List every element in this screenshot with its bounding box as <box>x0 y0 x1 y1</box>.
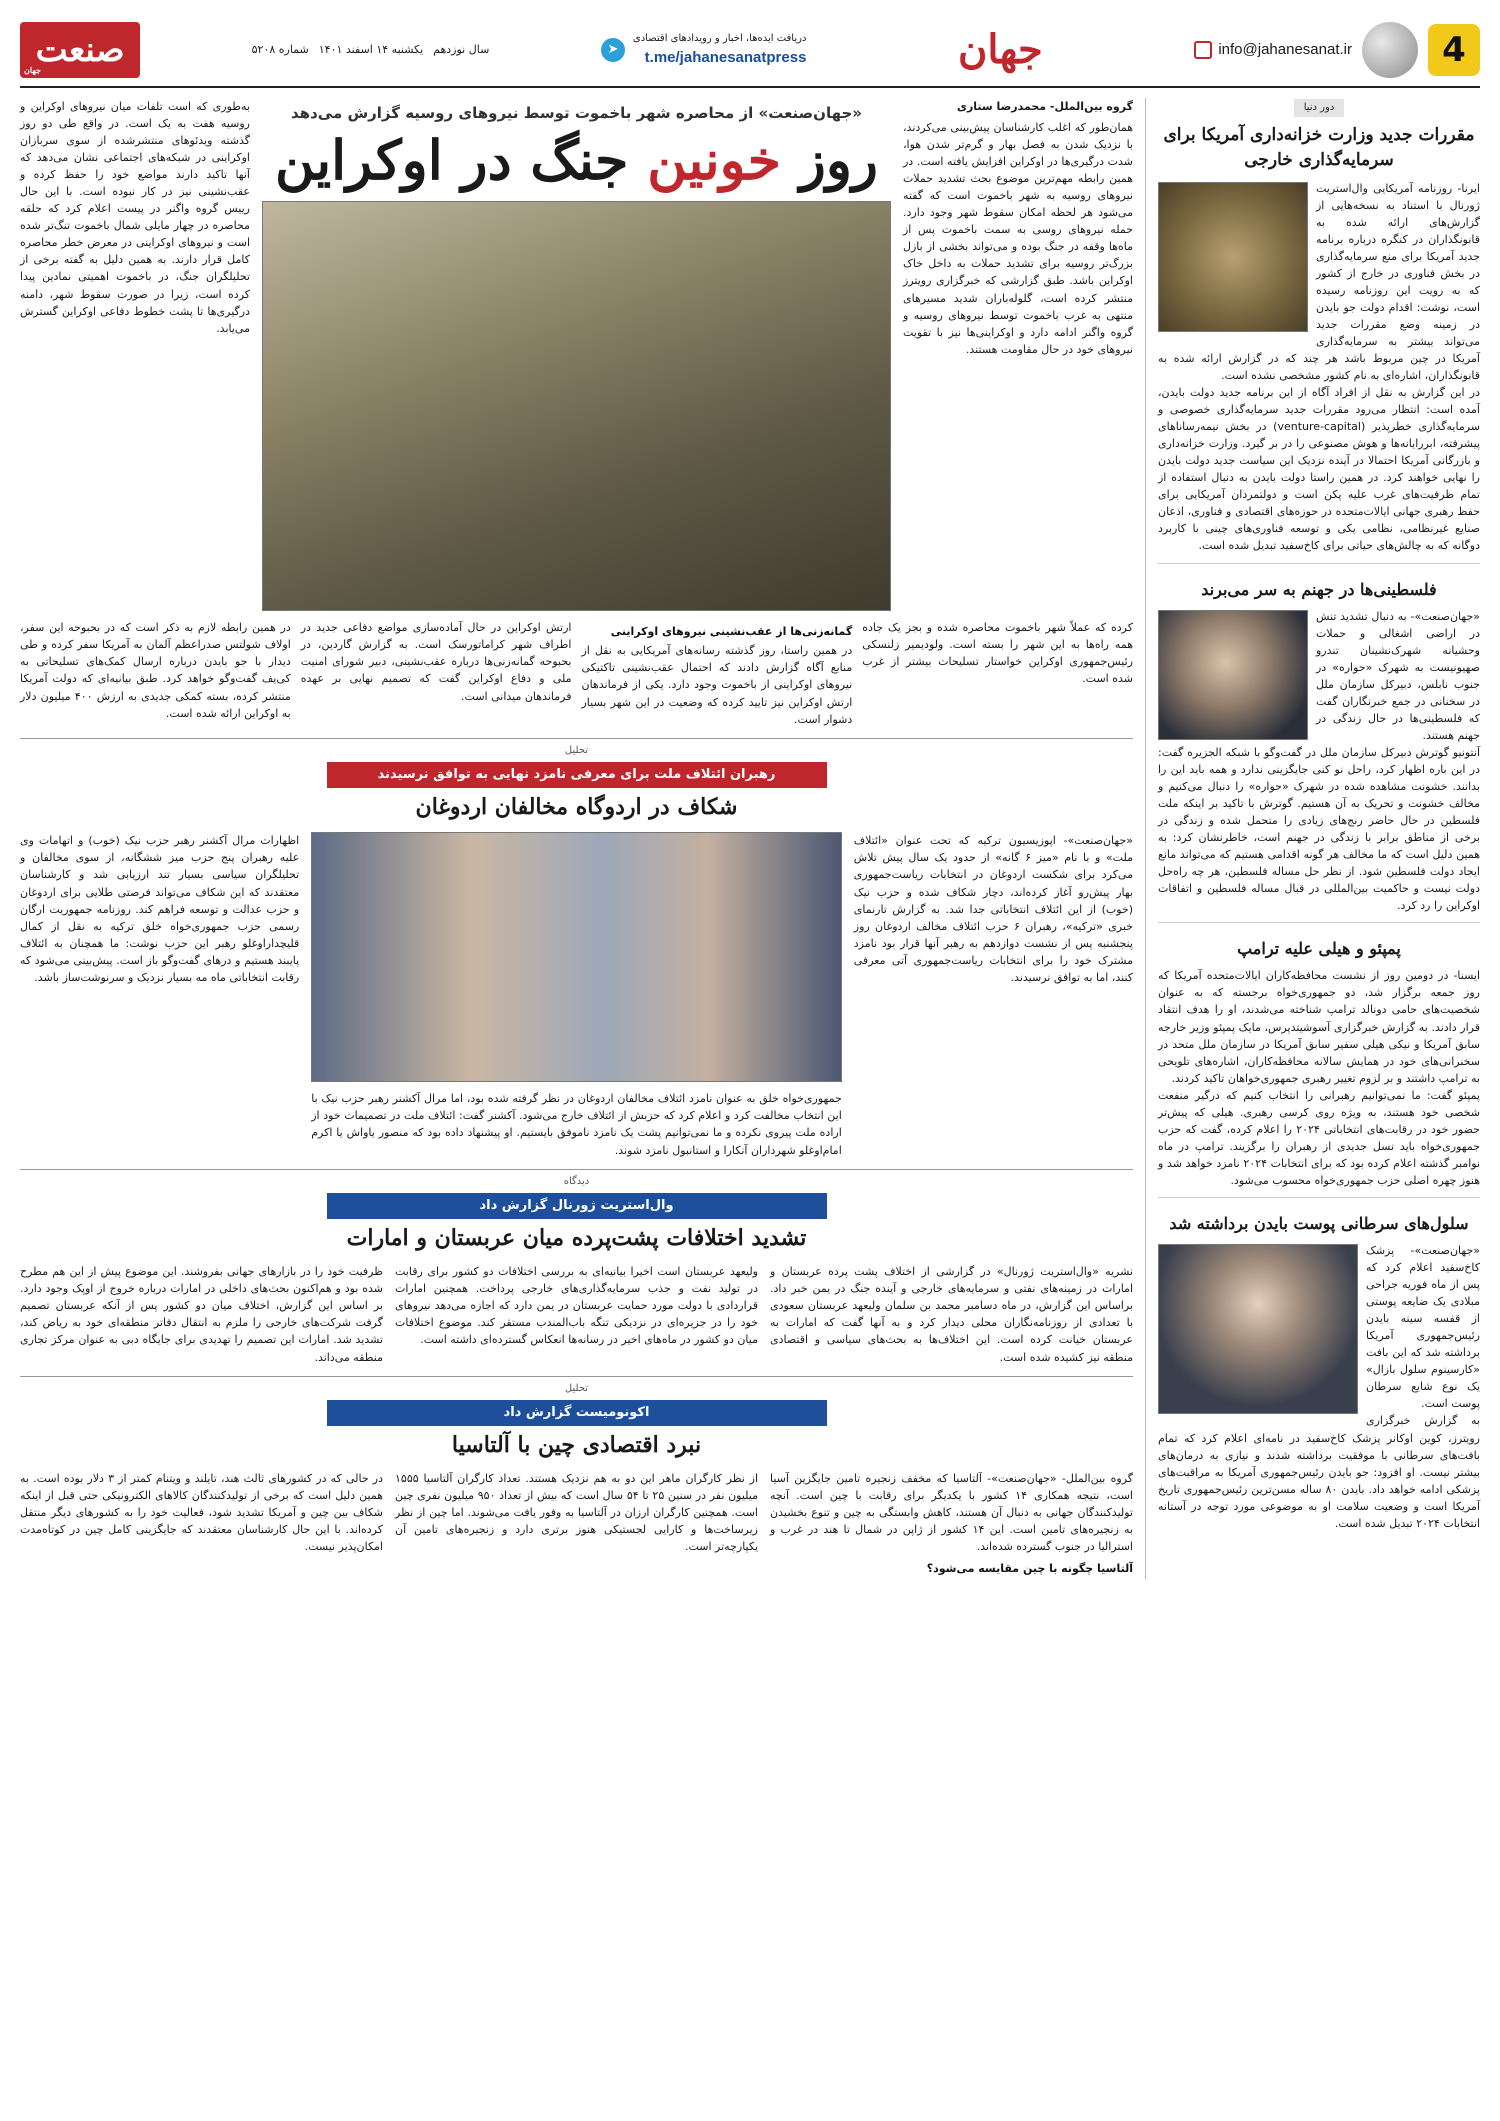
story-tag: دیدگاه <box>563 1175 590 1187</box>
story-paragraph: «جهان‌صنعت»- پزشک کاخ‌سفید اعلام کرد که پس از ماه فوریه جراحی مبلادی یک ضایعه پوستی از قفسه سینه بایدن رئیس‌جمهوری آمریکا برداشته شد که این بافت «کارسینوم سلول بازال» یک نوع شایع سرطان پوست است. <box>1366 1243 1480 1411</box>
lead-headline <box>262 129 891 191</box>
section-title: جهان <box>958 26 1043 73</box>
headline-part-1: روز <box>799 128 879 193</box>
globe-icon <box>1362 22 1418 78</box>
email-contact[interactable] <box>1194 38 1352 61</box>
sidebar-story-trump <box>1158 937 1480 1198</box>
lead-supertitle: «جهان‌صنعت» از محاصره شهر باخموت توسط نیروهای روسیه گزارش می‌دهد <box>291 104 862 122</box>
email-address[interactable]: info@jahanesanat.ir <box>1218 41 1352 59</box>
story-title: پمپئو و هیلی علیه ترامپ <box>1237 939 1401 959</box>
sidebar-story-biden <box>1158 1212 1480 1540</box>
story-title: نبرد اقتصادی چین با آلتاسیا <box>451 1432 702 1459</box>
story-paragraph: در حالی که در کشورهای ثالث هند، تایلند و ویتنام کمتر از ۳ دلار بوده است. به همین دلیل است که برخی از تولیدکنندگان کالاهای الکترونیکی حتی قبل از اینکه شکاف بین چین و آمریکا تشدید شود، فعالیت خود را به کشورهای دیگر منتقل کرده‌اند. با این حال کارشناسان معتقدند که جایگزینی کامل چین در کوتاه‌مدت امکان‌پذیر نیست. <box>20 1472 383 1554</box>
guterres-photo <box>1158 610 1308 740</box>
story-paragraph: نشریه «وال‌استریت ژورنال» در گزارشی از اختلاف پشت پرده عربستان و امارات در زمینه‌های نفتی و سرمایه‌های خارجی و آینده جنگ در یمن خبر داد. براساس این گزارش، در ماه دسامبر محمد بن سلمان ولیعهد عربستان سعودی با تعدادی از روزنامه‌نگاران محلی دیدار کرد و به آنها گفت که امارات به عربستان خیانت کرده است. این اختلاف‌ها به بحث‌های سیاسی و اقتصادی منطقه نیز کشیده شده است. <box>770 1265 1133 1364</box>
page-number: 4 <box>1428 24 1480 76</box>
lead-paragraph: به‌طوری که است تلفات میان نیروهای اوکراین و روسیه هفت به یک است. در واقع طی دو روز گذشته ویدئوهای منتشرشده از سوی سربازان اوکراینی در شبکه‌های اجتماعی نشان می‌دهد که آنها تاکید دارند مواضع خود را حفظ کرده و عقب‌نشینی نیز در کار نبوده است. با این حال رییس گروه واگنر در پیست اعلام کرد که حلقه محاصره در چهار مایلی شمال باخموت تنگ‌تر شده است و نیروهای اوکراینی در معرض خطر محاصره کامل قرار دارند. به همین دلیل به گفته برخی از تحلیلگران جنگ، در باخموت اهمیتی نمادین پیدا کرده است، زیرا در صورت سقوط شهر، دامنه درگیری‌ها تا پشت خطوط دفاعی اوکراین گسترش می‌یابد. <box>20 100 250 335</box>
sidebar-kicker: دور دنیا <box>1294 99 1345 117</box>
story-paragraph: اظهارات مرال آکشنر رهبر حزب نیک (خوب) و اتهامات وی علیه رهبران پنج حزب میز ششگانه، از سوی مخالفان و تحلیلگران سیاسی بسیار تند ارزیابی شد و کارشناسان معتقدند که این شکاف می‌تواند فرصتی طلایی برای اردوغان و حزب عدالت و توسعه فراهم کند. روزنامه جمهوریت ارگان رسمی حزب جمهوری‌خواه خلق ترکیه به نقل از کمال قلیچداراوغلو رهبر این حزب نوشت: ما همچنان به ائتلاف پایبند هستیم و درهای گفت‌وگو باز است. پیش‌بینی می‌شود که رقابت انتخاباتی ماه مه بسیار نزدیک و سرنوشت‌ساز باشد. <box>20 834 300 984</box>
story-band: رهبران ائتلاف ملت برای معرفی نامزد نهایی به توافق نرسیدند <box>327 762 827 788</box>
telegram-icon: ➤ <box>601 38 625 62</box>
story-paragraph: ایسنا- در دومین روز از نشست محافظه‌کاران ایالات‌متحده آمریکا که روز جمعه برگزار شد، دو جمهوری‌خواه برجسته که به عنوان شخصیت‌های حامی دونالد ترامپ شناخته می‌شدند، او را هدف انتقاد قرار دادند. به گزارش خبرگزاری آسوشیتدپرس، مایک پمپئو وزیر خارجه سابق آمریکا و نیکی هیلی سفیر سابق آمریکا در سازمان ملل متحد در سخنرانی‌های خود در همایش سالانه محافظه‌کاران، اشاره‌های تلویحی به ترامپ داشتند و بر لزوم تغییر رهبری جمهوری‌خواهان تاکید کردند. <box>1158 969 1480 1085</box>
story-paragraph: گروه بین‌الملل- «جهان‌صنعت»- آلتاسیا که مخفف زنجیره تامین جایگزین آسیا است، نتیجه همکاری ۱۴ کشور با یکدیگر برای رقابت با چین است. آنچه تولیدکنندگان جهانی به دنبال آن هستند، کاهش وابستگی به چین و تنوع بخشیدن به زنجیره‌های تامین است. این ۱۴ کشور از ژاپن در شمال تا هند در غرب و استرالیا در جنوب گسترده شده‌اند. <box>770 1472 1133 1554</box>
newspaper-logo <box>20 22 140 78</box>
telegram-note: دریافت ایده‌ها، اخبار و رویدادهای اقتصادی <box>632 32 807 44</box>
story-title: سلول‌های سرطانی پوست بایدن برداشته شد <box>1169 1213 1469 1233</box>
soldier-machine-gun-photo <box>262 201 891 611</box>
sidebar-story-treasury <box>1158 123 1480 564</box>
logo-text: صنعت <box>35 29 125 70</box>
turkish-politicians-photo <box>311 832 842 1082</box>
lead-paragraph: در همین راستا، روز گذشته رسانه‌های آمریکایی به نقل از منابع آگاه گزارش دادند که احتمال عقب‌نشینی تاکتیکی نیروهای اوکراینی از باخموت وجود دارد. یکی از فرماندهان ارتش اوکراین نیز تایید کرده که وضعیت در این شهر بسیار دشوار است. <box>581 644 853 726</box>
story-paragraph: ایرنا- روزنامه آمریکایی وال‌استریت ژورنال با استناد به نسخه‌هایی از گزارش‌های ارائه شده به قانونگذاران در کنگره درباره برنامه جدید آمریکا برای منع سرمایه‌گذاری در بخش فناوری در خارج از کشور که به رویت این روزنامه رسیده است، نوشت: اقدام دولت جو بایدن در زمینه وضع مقررات جدید می‌تواند بیشتر به سرمایه‌گذاری آمریکا در چین مربوط باشد هر چند که در گزارش ارائه شده به قانونگذاران، اشاره‌ای به نام کشور مشخصی نشده است. <box>1158 181 1480 383</box>
story-title: شکاف در اردوگاه مخالفان اردوغان <box>415 794 738 821</box>
story-title: مقررات جدید وزارت خزانه‌داری آمریکا برای سرمایه‌گذاری خارجی <box>1163 124 1475 170</box>
turkey-story <box>20 743 1133 1159</box>
lead-subhead: گمانه‌زنی‌ها از عقب‌نشینی نیروهای اوکراینی <box>610 625 853 639</box>
masthead <box>20 14 1480 88</box>
telegram-link[interactable]: t.me/jahanesanatpress <box>644 49 807 67</box>
story-paragraph: جمهوری‌خواه خلق به عنوان نامزد ائتلاف مخالفان اردوغان در نظر گرفته شده بود، اما مرال آکشنر رهبر حزب نیک با این انتخاب مخالفت کرد و اعلام کرد که حزبش از ائتلاف خارج می‌شود. آکشنر گفت: ائتلاف ملت در تصمیمات خود از اراده ملت پیروی نکرده و ما نمی‌توانیم پشت یک نامزد ناموفق بایستیم. او پیشنهاد داده بود که منصور یاواش یا اکرم امام‌اوغلو شهرداران آنکارا و استانبول نامزد شوند. <box>311 1092 842 1157</box>
story-paragraph: آنتونیو گوترش دبیرکل سازمان ملل در گفت‌وگو با شبکه الجزیره گفت: در این باره اظهار کرد، راحل نو کنی جایگزینی ندارد و همه باید این را بدانند. خشونت مشاهده شده در شهرک «حواره» را دنبال می‌کنیم و مخالف خشونت و تحریک به آن هستیم. گوترش با تاکید بر اینکه ملت فلسطین در حال حاضر رنج‌های زیادی را متحمل شده و زندگی در برخی از مناطق برابر با زندگی در جهنم است، خاطرنشان کرد: به همین دلیل است که ما مخالف هر گونه اقدامی هستیم که می‌تواند مانع ایجاد دولت فلسطین شود. از نظر حل مساله فلسطین، هر چه راه‌حل دولت نیست و حاکمیت بین‌المللی در قبال مساله فلسطین و اتفاقات اوکراین را رد کرد. <box>1158 745 1480 913</box>
story-band: اکونومیست گزارش داد <box>327 1400 827 1426</box>
lead-paragraph: همان‌طور که اغلب کارشناسان پیش‌بینی می‌کردند، با نزدیک شدن به فصل بهار و گرم‌تر شدن هوا، شدت درگیری‌ها در اوکراین افزایش یافته است. در همین رابطه مهم‌ترین موضوع بحث تشدید حملات نیروهای روسیه به شهر باخموت است که گفته می‌شود هر لحظه امکان سقوط شهر وجود دارد. حمله نیروهای روسی به سمت باخموت پس از ماه‌ها وقفه در جنگ بوده و می‌تواند بخشی از بازل بزرگ‌تر روسیه برای تشدید حملات به داخل خاک اوکراین باشد. طبق گزارشی که خبرگزاری رویترز منتشر کرده است، گلوله‌باران شدید مسیرهای منتهی به غرب باخموت توسط نیروهای روسیه و گروه واگنر ادامه دارد و اوکراینی‌ها نیز با تقویت نیروهای خود در حال مقاومت هستند. <box>903 121 1133 356</box>
story-paragraph: از نظر کارگران ماهر این دو به هم نزدیک هستند. تعداد کارگران آلتاسیا ۱۵۵۵ میلیون نفر در سنین ۲۵ تا ۵۴ سال است که بیش از تعداد ۹۵۰ میلیون نفری چین است. همچنین کارگران ارزان در آلتاسیا به وفور یافت می‌شوند. اما چین از نظر زیرساخت‌ها و کارایی لجستیکی هنوز برتری دارد و زنجیره‌های تامین آن یکپارچه‌تر است. <box>395 1472 758 1554</box>
telegram-block[interactable] <box>601 31 807 70</box>
story-title: فلسطینی‌ها در جهنم به سر می‌برند <box>1201 579 1437 599</box>
saudi-uae-story <box>20 1174 1133 1366</box>
biden-photo <box>1158 1244 1358 1414</box>
story-paragraph: «جهان‌صنعت»- به دنبال تشدید تنش در اراضی اشغالی و حملات وحشیانه شهرک‌نشینان تندرو صهیونیست به شهرک «حواره» در جنوب نابلس، دبیرکل سازمان ملل در سخنانی در جمع خبرنگاران گفت که فلسطینی‌ها در حال زندگی در جهنم هستند. <box>1316 609 1480 742</box>
altasia-story <box>20 1381 1133 1579</box>
issue-year: سال نوزدهم <box>433 43 490 57</box>
lead-paragraph: کرده که عملاً شهر باخموت محاصره شده و بجز یک جاده همه راه‌ها به این شهر را بسته است. ولودیمیر زلنسکی رئیس‌جمهوری اوکراین خواستار تسلیحات بیشتر از غرب شده است. <box>862 621 1133 686</box>
story-paragraph: ظرفیت خود را در بازارهای جهانی بفروشند. این موضوع پیش از این هم مطرح شده بود و هم‌اکنون بحث‌های داخلی در امارات درباره خروج از اوپک وجود دارد. بر اساس این گزارش، اختلاف میان دو کشور پس از آنکه عربستان تصمیم گرفت شرکت‌های خارجی را ملزم به انتقال دفاتر منطقه‌ای خود به ریاض کند، تشدید شد. امارات این تصمیم را تهدیدی برای جایگاه دبی به عنوان مرکز تجاری منطقه می‌داند. <box>20 1265 383 1364</box>
story-subhead: آلتاسیا چگونه با چین مقایسه می‌شود؟ <box>926 1561 1133 1575</box>
issue-info <box>252 41 490 58</box>
story-tag: تحلیل <box>564 1382 589 1394</box>
story-paragraph: به گزارش خبرگزاری رویترز، کوین اوکانر پزشک کاخ‌سفید در نامه‌ای اعلام کرد که تمام بافت‌های سرطانی با موفقیت برداشته شدند و نیازی به درمان‌های بیشتر نیست. او افزود: جو بایدن رئیس‌جمهوری آمریکا به مراقبت‌های پزشکی ادامه خواهد داد. بایدن ۸۰ ساله مسن‌ترین رئیس‌جمهوری تاریخ آمریکا است و وضعیت سلامت او به موضوعی مورد توجه در آستانه انتخابات ۲۰۲۴ تبدیل شده است. <box>1158 1414 1480 1530</box>
story-paragraph: پمپئو گفت: ما نمی‌توانیم رهبرانی را انتخاب کنیم که درگیر منفعت شخصی خود هستند، به ویژه روی کرسی رهبری. هیلی که پیش‌تر حضور خود در رقابت‌های انتخاباتی ۲۰۲۴ را اعلام کرده، گفت که حزب جمهوری‌خواه باید نسل جدیدی از رهبران را برگزیند. ترامپ در ماه نوامبر گذشته اعلام کرده بود که برای انتخابات ۲۰۲۴ نامزد خواهد شد و هنوز چهره اصلی حزب جمهوری‌خواه محسوب می‌شود. <box>1158 1088 1480 1187</box>
issue-number: شماره ۵۲۰۸ <box>251 43 309 57</box>
lead-paragraph: در همین رابطه لازم به ذکر است که در بحبوحه این سفر، اولاف شولتس صدراعظم آلمان به آمریکا سفر کرده و طی دیدار با جو بایدن درباره ارسال کمک‌های تسلیحاتی به کی‌یف گفت‌وگو خواهد کرد. طبق بیانیه‌ای که دولت آمریکا منتشر کرده، بسته کمکی جدیدی به ارزش ۴۰۰ میلیون دلار به اوکراین ارائه شده است. <box>20 621 291 720</box>
sidebar <box>1145 98 1480 1579</box>
sidebar-story-palestine <box>1158 578 1480 924</box>
story-paragraph: ولیعهد عربستان است اخیرا بیانیه‌ای به بررسی اختلافات دو کشور برای رقابت در تولید نفت و جذب سرمایه‌گذاری‌های خارجی پرداخت. همچنین امارات قراردادی با دولت مورد حمایت عربستان در یمن دارد که اجازه می‌دهد نیروهای خود را در جزیره‌ای در نزدیکی تنگه باب‌المندب مستقر کند. موضوع اختلافات میان دو کشور در ماه‌های اخیر در رسانه‌ها انعکاس گسترده‌ای داشته است. <box>395 1265 758 1347</box>
lead-story <box>20 98 1133 728</box>
lead-column-right <box>903 98 1133 611</box>
email-icon <box>1194 41 1212 59</box>
headline-part-2: جنگ در اوکراین <box>274 128 629 193</box>
story-tag: تحلیل <box>564 744 589 756</box>
story-paragraph: «جهان‌صنعت»- اپوزیسیون ترکیه که تحت عنوان «ائتلاف ملت» و با نام «میز ۶ گانه» از حدود یک سال پیش تلاش می‌کرد برای شکست اردوغان در انتخابات ریاست‌جمهوری بهار پیش‌رو آغاز کرده‌اند، دچار شکاف شده و حزب نیک (خوب) از این ائتلاف انتخاباتی جدا شد. به گزارش تارنمای خبری «ترکیه»، رهبران ۶ حزب ائتلاف مخالف اردوغان روز پنجشنبه پس از نشست دوازدهم به رهبر آنها قرار بود نامزد مشترک خود را برای انتخابات ریاست‌جمهوری آتی معرفی کنند، اما به توافق نرسیدند. <box>853 834 1133 984</box>
lead-column-left <box>20 98 250 611</box>
story-paragraph: در این گزارش به نقل از افراد آگاه از این برنامه جدید دولت بایدن، آمده است: انتظار می‌رود مقررات جدید سرمایه‌گذاری خصوصی و سرمایه‌گذاری خطرپذیر (venture-capital) در بخش نیمه‌رساناهای پیشرفته، ابررایانه‌ها و هوش مصنوعی را در بر گیرد. وزارت خزانه‌داری و بازرگانی آمریکا احتمالا در آینده نزدیک این سیاست جدید دولت بایدن را نهایی خواهند کرد. در همین راستا دولت بایدن به دنبال استفاده از تمام ظرفیت‌های غرب علیه پکن است و دولتمردان آمریکایی برای حفظ رهبری جهانی ایالات‌متحده در حوزه‌های اقتصادی و فناوری، اذعان صنایع غیرنظامی، نظامی یکی و توسعه فناوری‌های چینی با کاربرد دوگانه که به چالش‌های حیاتی برای کاخ‌سفید تبدیل شده است. <box>1158 386 1481 553</box>
story-band: وال‌استریت ژورنال گزارش داد <box>327 1193 827 1219</box>
lead-paragraph: ارتش اوکراین در حال آماده‌سازی مواضع دفاعی جدید در اطراف شهر کراماتورسک است. به گزارش گاردین، در بحبوحه گمانه‌زنی‌ها درباره عقب‌نشینی، دبیر شورای امنیت ملی و دفاع اوکراین گفت که تصمیم نهایی بر عهده فرماندهان میدانی است. <box>300 621 572 703</box>
treasury-seal-photo <box>1158 182 1308 332</box>
story-title: تشدید اختلافات پشت‌پرده میان عربستان و امارات <box>346 1225 807 1252</box>
lead-byline: گروه بین‌الملل- محمدرضا ستاری <box>956 100 1133 113</box>
headline-red: خونین <box>647 128 781 193</box>
logo-sub: جهان <box>24 64 41 75</box>
main-content <box>20 98 1133 1579</box>
issue-date: یکشنبه ۱۴ اسفند ۱۴۰۱ <box>318 43 424 57</box>
